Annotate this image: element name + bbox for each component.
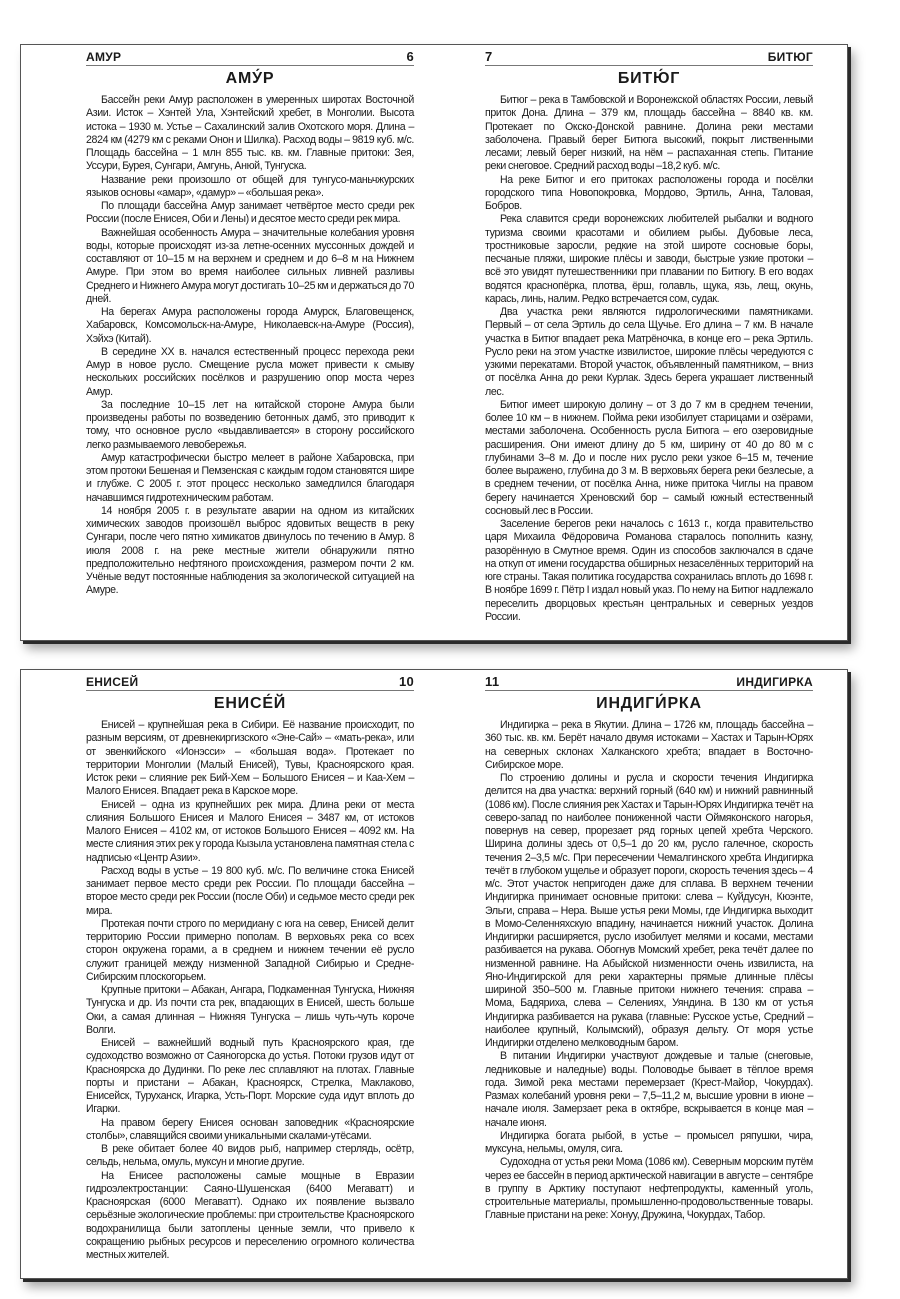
- paragraph: Индигирка богата рыбой, в устье – промысел ряпушки, чира, муксуна, нельмы, омуля, сига.: [485, 1129, 813, 1155]
- paragraph: В питании Индигирки участвуют дождевые и талые (снеговые, ледниковые и наледные) воды. Половодье бывает в тёплое время года. Зимой река местами перемерзает (Крест-Майор, Чокурдах). Размах колебаний уровня реки – 7,5–11,2 м, высшие уровни в июне – начале июля. Замерзает река в октябре, вскрывается в конце мая – начале июня.: [485, 1050, 813, 1129]
- paragraph: Судоходна от устья реки Мома (1086 км). Северным морским путём через ее бассейн в период арктической навигации в августе – сентябре в группу в Арктику поступают нефтепродукты, каменный уголь, строительные материалы, промышленно-продовольственные товары. Главные пристани на реке: Хонуу, Дружина, Чокурдах, Табор.: [485, 1156, 813, 1222]
- paragraph: Название реки произошло от общей для тунгусо-маньчжурских языков основы «амар», «дамур» – «большая река».: [86, 173, 414, 199]
- paragraph: Расход воды в устье – 19 800 куб. м/с. По величине стока Енисей занимает первое место среди рек России. По площади бассейна – второе место среди рек России (после Оби) и седьмое место среди рек мира.: [86, 864, 414, 917]
- paragraph: По строению долины и русла и скорости течения Индигирка делится на два участка: верхний горный (640 км) и нижний равнинный (1086 км). После слияния рек Хастах и Тарын-Юрях Индигирка течёт на северо-запад по наиболее пониженной части Оймяконского нагорья, повернув на север, прорезает ряд горных цепей хребта Черского. Ширина долины здесь от 0,5–1 до 20 км, русло галечное, скорость течения 2–3,5 м/с. При пересечении Чемалгинского хребта Индигирка течёт в глубоком ущелье и образует пороги, скорость течения здесь – 4 м/с. Этот участок непригоден даже для сплава. В верхнем течении Индигирка принимает основные притоки: слева – Куйдусун, Кюэнте, Эльги, справа – Нера. Выше устья реки Момы, где Индигирка выходит в Момо-Селенняхскую впадину, начинается нижний участок. Долина Индигирки расширяется, русло изобилует мелями и косами, местами разбивается на рукава. Обогнув Момский хребет, река течёт далее по низменной равнине. На Абыйской низменности очень извилиста, на Яно-Индигирской для реки характерны прямые длинные плёсы шириной 350–500 м. Главные притоки нижнего течения: справа – Мома, Бадяриха, слева – Селениях, Уяндина. В 130 км от устья Индигирка разбивается на рукава (главные: Русское устье, Средний – наиболее крупный, Колымский), образуя дельту. От моря устье Индигирки отделено мелководным баром.: [485, 772, 813, 1049]
- running-head-title: БИТЮГ: [767, 50, 813, 64]
- paragraph: Река славится среди воронежских любителей рыбалки и водного туризма своими красотами и обилием рыбы. Дубовые леса, тростниковые заросли, редкие на этой широте сосновые боры, песчаные пляжи, широкие плёсы и заводи, быстрые узкие протоки – всё это увидят путешественники при плавании по Битюгу. В его водах водятся краснопёрка, плотва, ёрш, голавль, щука, язь, лещ, окунь, карась, линь, налим. Редко встречается сом, судак.: [485, 213, 813, 305]
- page-amur: [86, 45, 414, 598]
- paragraph: За последние 10–15 лет на китайской стороне Амура были произведены работы по возведению бетонных дамб, это приводит к тому, что основное русло «выдавливается» в сторону российского легко размываемого левобережья.: [86, 398, 414, 451]
- page-bitiug: [485, 45, 813, 624]
- paragraph: Енисей – важнейший водный путь Красноярского края, где судоходство возможно от Саяногорска до устья. Потоки грузов идут от Красноярска до Дудинки. По реке лес сплавляют на плотах. Главные порты и пристани – Абакан, Красноярск, Стрелка, Маклаково, Енисейск, Туруханск, Игарка, Усть-Порт. Морские суда идут вплоть до Игарки.: [86, 1037, 414, 1116]
- page-enisei: [86, 670, 414, 1262]
- article-title: ИНДИГИ́РКА: [596, 695, 702, 712]
- article-title: АМУ́Р: [225, 70, 275, 87]
- paragraph: Крупные притоки – Абакан, Ангара, Подкаменная Тунгуска, Нижняя Тунгуска и др. Из почти ста рек, впадающих в Енисей, шесть больше Оки, а самая длинная – Нижняя Тунгуска – лишь чуть-чуть короче Волги.: [86, 984, 414, 1036]
- book-spread-2: [20, 669, 848, 1279]
- paragraph: Важнейшая особенность Амура – значительные колебания уровня воды, которые происходят из-за летне-осенних муссонных дождей и составляют от 10–15 м на верхнем и среднем и до 6–8 м на Нижнем Амуре. При этом во время наиболее сильных ливней разливы Среднего и Нижнего Амура могут достигать 10–25 км и держаться до 70 дней.: [86, 226, 414, 305]
- paragraph: Индигирка – река в Якутии. Длина – 1726 км, площадь бассейна – 360 тыс. кв. км. Берёт начало двумя истоками – Хастах и Тарын-Юрях на северных склонах Халканского хребта; впадает в Восточно-Сибирское море.: [485, 719, 813, 771]
- running-head-title: ЕНИСЕЙ: [86, 675, 139, 689]
- paragraph: 14 ноября 2005 г. в результате аварии на одном из китайских химических заводов произошёл выброс ядовитых веществ в реку Сунгари, после чего пятно химикатов двинулось по течению в Амур. 8 июля 2008 г. на реке местные жители обнаружили пятно предположительно нефтяного происхождения, размером почти 2 км. Учёные ведут постоянные наблюдения за экологической ситуацией на Амуре.: [86, 504, 414, 597]
- article-title: ЕНИСЕ́Й: [213, 695, 287, 712]
- book-spread-1: [20, 44, 848, 641]
- page-number: 6: [406, 49, 414, 64]
- paragraph: Битюг имеет широкую долину – от 3 до 7 км в среднем течении, более 10 км – в нижнем. Пойма реки изобилует старицами и озёрами, местами заболочена. Особенность русла Битюга – его озеровидные расширения. Они имеют длину до 5 км, ширину от 40 до 80 м с глубинами 3–8 м. До и после них русло реки узкое 6–15 м, течение более выражено, глубина до 3 м. В верховьях берега реки безлесые, а в среднем течении, от посёлка Анна, ниже притока Чиглы на правом берегу начинается Хреновский бор – самый южный естественный сосновый лес в России.: [485, 398, 813, 517]
- paragraph: Бассейн реки Амур расположен в умеренных широтах Восточной Азии. Исток – Хэнтей Ула, Хэнтейский хребет, в Монголии. Высота истока – 1930 м. Устье – Сахалинский залив Охотского моря. Длина – 2824 км (4279 км с реками Онон и Шилка). Расход воды – 9819 куб. м/с. Площадь бассейна – 1 млн 855 тыс. кв. км. Главные притоки: Зея, Уссури, Бурея, Сунгари, Амгунь, Анюй, Тунгуска.: [86, 94, 414, 173]
- running-header: [86, 675, 414, 691]
- paragraph: Протекая почти строго по меридиану с юга на север, Енисей делит территорию России примерно пополам. В верховьях река со всех сторон окружена горами, а в среднем и нижнем течении её русло служит границей между низменной Западной Сибирью и Средне-Сибирским плоскогорьем.: [86, 917, 414, 983]
- page-number: 7: [485, 49, 493, 64]
- paragraph: На реке Битюг и его притоках расположены города и посёлки городского типа Новопокровка, Мордово, Эртиль, Анна, Таловая, Бобров.: [485, 173, 813, 212]
- page-number: 11: [485, 674, 500, 689]
- article-body: [86, 94, 414, 598]
- page-indigirka: [485, 670, 813, 1223]
- running-head-title: АМУР: [86, 50, 122, 64]
- running-header: [485, 50, 813, 66]
- running-header: [485, 675, 813, 691]
- page-number: 10: [398, 674, 414, 689]
- paragraph: Енисей – крупнейшая река в Сибири. Её название происходит, по разным версиям, от древнекиргизского «Эне-Сай» – «мать-река», или от эвенкийского «Ионэсси» – «большая вода». Протекает по территории Монголии (Малый Енисей), Тувы, Красноярского края. Исток реки – слияние рек Бий-Хем – Большого Енисея – и Каа-Хем – Малого Енисея. Впадает река в Карское море.: [86, 719, 414, 798]
- paragraph: На правом берегу Енисея основан заповедник «Красноярские столбы», славящийся своими уникальными скалами-утёсами.: [86, 1116, 414, 1142]
- paragraph: Амур катастрофически быстро мелеет в районе Хабаровска, при этом протоки Бешеная и Пемзенская с каждым годом становятся шире и глубже. С 2005 г. этот процесс несколько замедлился благодаря начавшимся гидротехническим работам.: [86, 451, 414, 504]
- running-head-title: ИНДИГИРКА: [736, 675, 813, 689]
- paragraph: На берегах Амура расположены города Амурск, Благовещенск, Хабаровск, Комсомольск-на-Амуре, Николаевск-на-Амуре (Россия), Хэйхэ (Китай).: [86, 306, 414, 345]
- paragraph: Заселение берегов реки началось с 1613 г., когда правительство царя Михаила Фёдоровича Романова старалось пополнить казну, разорённую в Смутное время. Один из способов заключался в сдаче на откуп от имени государства обширных незаселённых территорий на юге страны. Такая политика государства сохранилась вплоть до 1698 г. В ноябре 1699 г. Пётр I издал новый указ. По нему на Битюг надлежало переселить дворцовых крестьян центральных и северных уездов России.: [485, 518, 813, 623]
- article-title: БИТЮ́Г: [617, 70, 681, 87]
- paragraph: В реке обитает более 40 видов рыб, например стерлядь, осётр, сельдь, нельма, омуль, муксун и многие другие.: [86, 1143, 414, 1169]
- running-header: [86, 50, 414, 66]
- paragraph: По площади бассейна Амур занимает четвёртое место среди рек России (после Енисея, Оби и Лены) и десятое место среди рек мира.: [86, 200, 414, 226]
- paragraph: Енисей – одна из крупнейших рек мира. Длина реки от места слияния Большого Енисея и Малого Енисея – 3487 км, от истоков Малого Енисея – 4102 км, от истоков Большого Енисея – 4092 км. На месте слияния этих рек у города Кызыла установлена памятная стела с надписью «Центр Азии».: [86, 798, 414, 864]
- paragraph: В середине XX в. начался естественный процесс перехода реки Амур в новое русло. Смещение русла может привести к смыву нескольких российских посёлков и разрушению опор моста через Амур.: [86, 345, 414, 398]
- paragraph: Два участка реки являются гидрологическими памятниками. Первый – от села Эртиль до села Щучье. Его длина – 7 км. В начале участка в Битюг впадает река Матрёночка, в конце его – река Эртиль. Русло реки на этом участке извилистое, широкие плёсы чередуются с узкими перекатами. Второй участок, объявленный памятником, – вниз от посёлка Анна до реки Курлак. Здесь берега украшает лиственный лес.: [485, 306, 813, 398]
- paragraph: На Енисее расположены самые мощные в Евразии гидроэлектростанции: Саяно-Шушенская (6400 Мегаватт) и Красноярская (6000 Мегаватт). Однако их появление вызвало серьёзные экологические проблемы: при строительстве Красноярского водохранилища были затоплены ценные земли, что привело к сокращению рыбных ресурсов и переселению огромного количества местных жителей.: [86, 1169, 414, 1261]
- article-body: [485, 94, 813, 624]
- paragraph: Битюг – река в Тамбовской и Воронежской областях России, левый приток Дона. Длина – 379 км, площадь бассейна – 8840 кв. км. Протекает по Окско-Донской равнине. Долина реки местами заболочена. Правый берег Битюга высокий, покрыт лиственными лесами; левый берег низкий, на нём – распаханная степь. Питание реки снеговое. Средний расход воды –18,2 куб. м/с.: [485, 94, 813, 173]
- article-body: [485, 719, 813, 1223]
- article-body: [86, 719, 414, 1262]
